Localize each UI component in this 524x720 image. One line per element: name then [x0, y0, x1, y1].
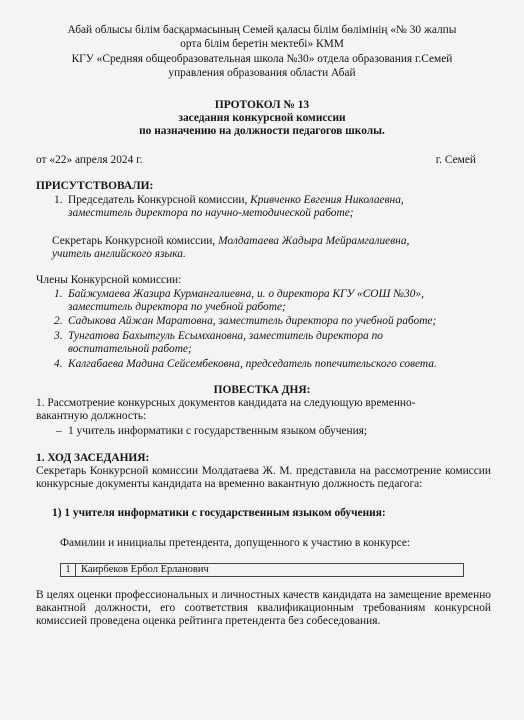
candidate-number: 1	[61, 564, 76, 576]
header-ru-line2: управления образования области Абай	[168, 67, 356, 79]
meeting-paragraph-2: В целях оценки профессиональных и личностных качеств кандидата на замещение временно вакантной должности, его соответствия квалификационным требованиям конкурсной комиссией проведена оценка рейтинга претендента без собеседования.	[36, 589, 491, 627]
present-heading: ПРИСУТСТВОВАЛИ:	[36, 180, 154, 192]
agenda-item1-line1: 1. Рассмотрение конкурсных документов кандидата на следующую временно-	[36, 397, 416, 409]
member-3-number: 3.	[54, 330, 63, 342]
candidates-table-row	[60, 563, 464, 577]
protocol-city: г. Семей	[435, 154, 476, 166]
header-kz-line1: Абай облысы білім басқармасының Семей қаласы білім бөлімінің «№ 30 жалпы	[67, 24, 457, 36]
member-4-line1: Калгабаева Мадина Сейсембековна, председатель попечительского совета.	[68, 358, 437, 370]
chair-number: 1.	[54, 194, 63, 206]
meeting-subheading: 1) 1 учителя информатики с государственным языком обучения:	[52, 507, 386, 519]
chair-position: заместитель директора по научно-методической работе;	[68, 207, 354, 219]
meeting-heading: 1. ХОД ЗАСЕДАНИЯ:	[36, 452, 150, 464]
member-4-number: 4.	[54, 358, 63, 370]
protocol-title: ПРОТОКОЛ № 13	[214, 99, 310, 111]
member-1-line2: заместитель директора по учебной работе;	[68, 301, 286, 313]
secretary-position: учитель английского языка.	[52, 248, 186, 260]
member-2-line1: Садыкова Айжан Маратовна, заместитель директора по учебной работе;	[68, 315, 437, 327]
agenda-subitem1: 1 учитель информатики с государственным языком обучения;	[68, 425, 368, 437]
chair-name: Кривченко Евгения Николаевна,	[250, 194, 404, 206]
member-2-number: 2.	[54, 315, 63, 327]
protocol-purpose: по назначению на должности педагогов школы.	[139, 125, 385, 137]
header-ru-line1: КГУ «Средняя общеобразовательная школа №30» отдела образования г.Семей	[71, 53, 453, 65]
member-1-line1: Байжумаева Жазира Курмангалиевна, и. о директора КГУ «СОШ №30»,	[68, 288, 424, 300]
meeting-paragraph-1: Секретарь Конкурсной комиссии Молдатаева Ж. М. представила на рассмотрение комиссии конкурсные документы кандидата на временно вакантную должность педагога:	[36, 465, 491, 490]
members-heading: Члены Конкурсной комиссии:	[36, 274, 182, 286]
secretary-name: Молдатаева Жадыра Мейрамгалиевна,	[218, 235, 410, 247]
protocol-subtitle: заседания конкурсной комиссии	[178, 112, 346, 124]
agenda-dash: –	[56, 425, 62, 437]
member-1-number: 1.	[54, 288, 63, 300]
protocol-date: от «22» апреля 2024 г.	[36, 154, 143, 166]
candidate-name: Каирбеков Ербол Ерланович	[81, 564, 209, 575]
agenda-item1-line2: вакантную должность:	[36, 410, 147, 422]
chair-role: Председатель Конкурсной комиссии,	[68, 194, 251, 206]
member-3-line1: Тунгатова Бахытгуль Есымхановна, заместитель директора по	[68, 330, 383, 342]
agenda-heading: ПОВЕСТКА ДНЯ:	[213, 384, 311, 396]
candidates-label: Фамилии и инициалы претендента, допущенного к участию в конкурсе:	[60, 537, 411, 549]
member-3-line2: воспитательной работе;	[68, 343, 192, 355]
secretary-role: Секретарь Конкурсной комиссии,	[52, 235, 219, 247]
secretary-line1	[52, 235, 409, 248]
header-kz-line2: орта білім беретін мектебі» КММ	[180, 38, 344, 50]
chair-line1	[68, 194, 404, 207]
